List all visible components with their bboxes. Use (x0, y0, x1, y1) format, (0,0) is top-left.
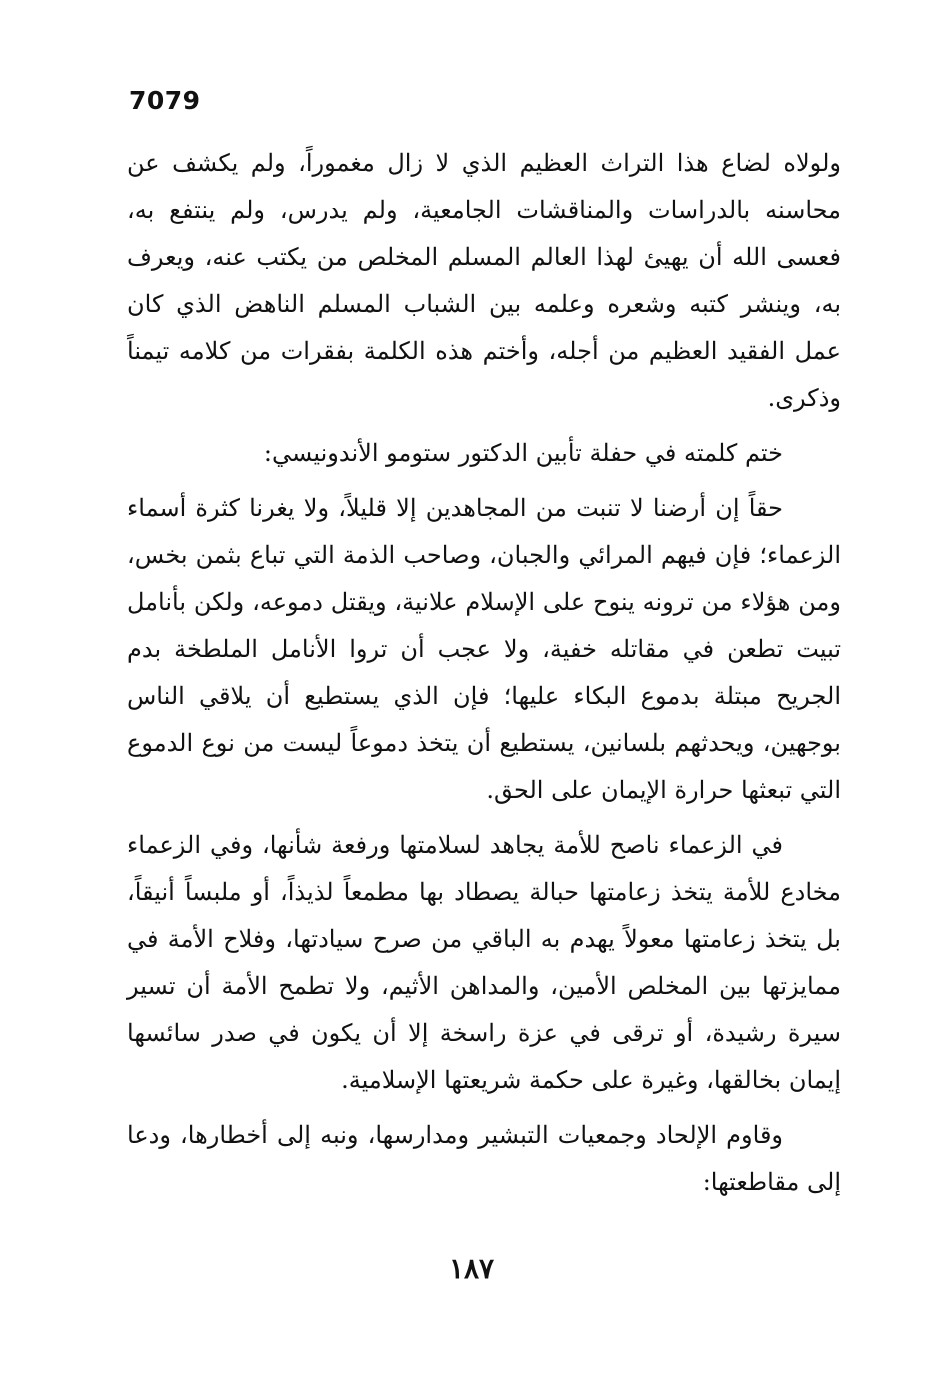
paragraph-intro: ولولاه لضاع هذا التراث العظيم الذي لا زال مغموراً، ولم يكشف عن محاسنه بالدراسات والمناقشات الجامعية، ولم يدرس، ولم ينتفع به، فعسى الله أن يهيئ لهذا العالم المسلم المخلص من يكتب عنه، ويعرف به، وينشر كتبه وشعره وعلمه بين الشباب المسلم الناهض الذي كان عمل الفقيد العظيم من أجله، وأختم هذه الكلمة بفقرات من كلامه تيمناً وذكرى. (127, 149, 841, 412)
page-number: ١٨٧ (448, 1252, 495, 1285)
paragraph-speech-heading: ختم كلمته في حفلة تأبين الدكتور ستومو الأندونيسي: (263, 439, 783, 467)
page-body (127, 140, 841, 1206)
paragraph-quote-leaders: في الزعماء ناصح للأمة يجاهد لسلامتها ورفعة شأنها، وفي الزعماء مخادع للأمة يتخذ زعامتها حبالة يصطاد بها مطمعاً لذيذاً، أو ملبساً أنيقاً، بل يتخذ زعامتها معولاً يهدم به الباقي من صرح سيادتها، وفلاح الأمة في ممايزتها بين المخلص الأمين، والمداهن الأثيم، ولا تطمح الأمة أن تسير سيرة رشيدة، أو ترقى في عزة راسخة إلا أن يكون في صدر سائسها إيمان بخالقها، وغيرة على حكمة شريعتها الإسلامية. (127, 831, 841, 1094)
paragraph-quote-mujahideen: حقاً إن أرضنا لا تنبت من المجاهدين إلا قليلاً، ولا يغرنا كثرة أسماء الزعماء؛ فإن فيهم المرائي والجبان، وصاحب الذمة التي تباع بثمن بخس، ومن هؤلاء من ترونه ينوح على الإسلام علانية، ويقتل دموعه، ولكن بأنامل تبيت تطعن في مقاتله خفية، ولا عجب أن تروا الأنامل الملطخة بدم الجريح مبتلة بدموع البكاء عليها؛ فإن الذي يستطيع أن يلاقي الناس بوجهين، ويحدثهم بلسانين، يستطيع أن يتخذ دموعاً ليست من نوع الدموع التي تبعثها حرارة الإيمان على الحق. (127, 494, 842, 804)
page-identifier: 7079 (129, 86, 201, 115)
paragraph-resisting-atheism: وقاوم الإلحاد وجمعيات التبشير ومدارسها، ونبه إلى أخطارها، ودعا إلى مقاطعتها: (127, 1121, 841, 1196)
